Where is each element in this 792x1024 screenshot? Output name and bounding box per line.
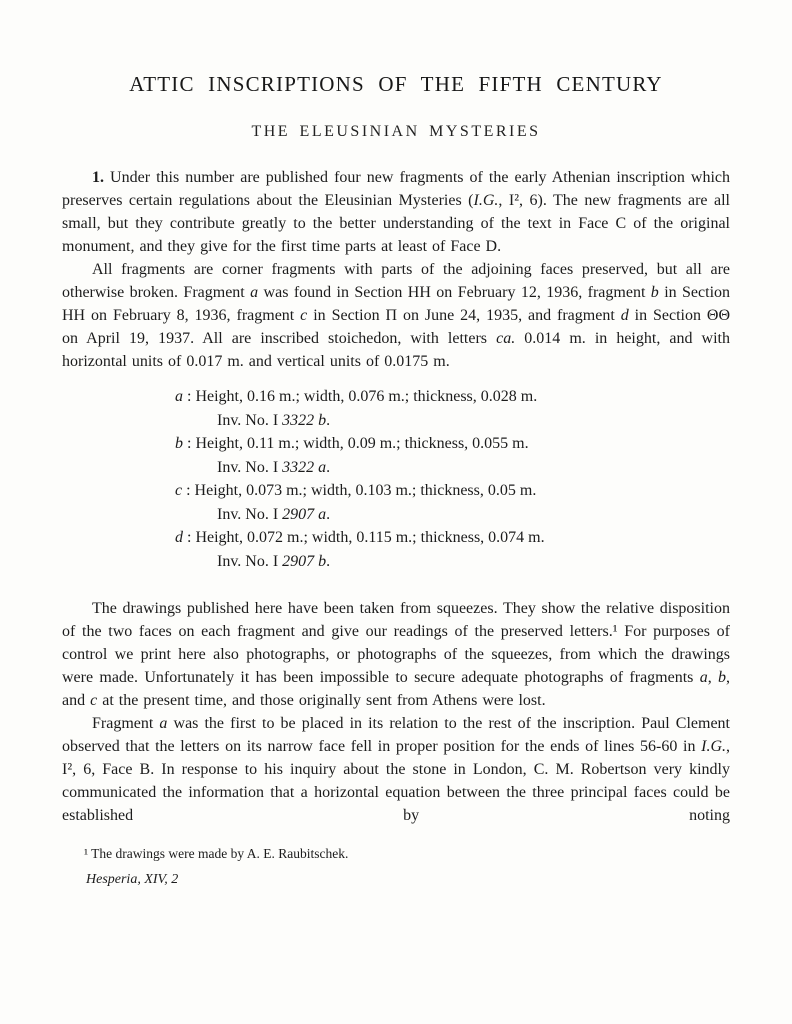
measurement-item-d: [175, 526, 730, 573]
page-title: ATTIC INSCRIPTIONS OF THE FIFTH CENTURY: [129, 72, 663, 96]
measurement-item-c: [175, 479, 730, 526]
measurement-dimensions: c : Height, 0.073 m.; width, 0.103 m.; thickness, 0.05 m.: [175, 482, 537, 499]
measurement-dimensions: b : Height, 0.11 m.; width, 0.09 m.; thickness, 0.055 m.: [175, 435, 529, 452]
measurement-dimensions: a : Height, 0.16 m.; width, 0.076 m.; thickness, 0.028 m.: [175, 388, 538, 405]
measurement-dimensions: d : Height, 0.072 m.; width, 0.115 m.; thickness, 0.074 m.: [175, 529, 545, 546]
paragraph-drawings: The drawings published here have been taken from squeezes. They show the relative disposition of the two faces on each fragment and give our readings of the preserved letters.¹ For purposes of control we print here also photographs, or photographs of the squeezes, from which the drawings were made. Unfortunately it has been impossible to secure adequate photographs of fragments a, b, and c at the present time, and those originally sent from Athens were lost.: [62, 600, 731, 709]
measurement-inventory: Inv. No. I 2907 a.: [217, 505, 331, 523]
journal-footer: Hesperia, XIV, 2: [86, 872, 179, 887]
measurement-item-a: [175, 385, 730, 432]
paragraph-fragments: All fragments are corner fragments with parts of the adjoining faces preserved, but all are otherwise broken. Fragment a was found in Section HH on February 12, 1936, fragment b in Section HH on February 8, 1936, fragment c in Section Π on June 24, 1935, and fragment d in Section ΘΘ on April 19, 1937. All are inscribed stoichedon, with letters ca. 0.014 m. in height, and with horizontal units of 0.017 m. and vertical units of 0.0175 m.: [62, 261, 731, 370]
measurement-item-b: [175, 432, 730, 479]
measurement-inventory: Inv. No. I 3322 b.: [217, 411, 331, 429]
paragraph-fragment-a: Fragment a was the first to be placed in its relation to the rest of the inscription. Paul Clement observed that the letters on its narrow face fell in proper position for the ends of lines 56-60 in I.G., I², 6, Face B. In response to his inquiry about the stone in London, C. M. Robertson very kindly communicated the information that a horizontal equation between the three principal faces could be established by noting: [62, 715, 730, 824]
page-subtitle: THE ELEUSINIAN MYSTERIES: [251, 123, 541, 140]
measurement-inventory: Inv. No. I 3322 a.: [217, 458, 331, 476]
footnote: ¹ The drawings were made by A. E. Raubitschek.: [84, 846, 349, 861]
paragraph-intro: 1. Under this number are published four new fragments of the early Athenian inscription which preserves certain regulations about the Eleusinian Mysteries (I.G., I², 6). The new fragments are all small, but they contribute greatly to the better understanding of the text in Face C of the original monument, and they give for the first time parts at least of Face D.: [62, 169, 730, 255]
measurement-inventory: Inv. No. I 2907 b.: [217, 552, 331, 570]
measurement-list: [175, 385, 730, 573]
